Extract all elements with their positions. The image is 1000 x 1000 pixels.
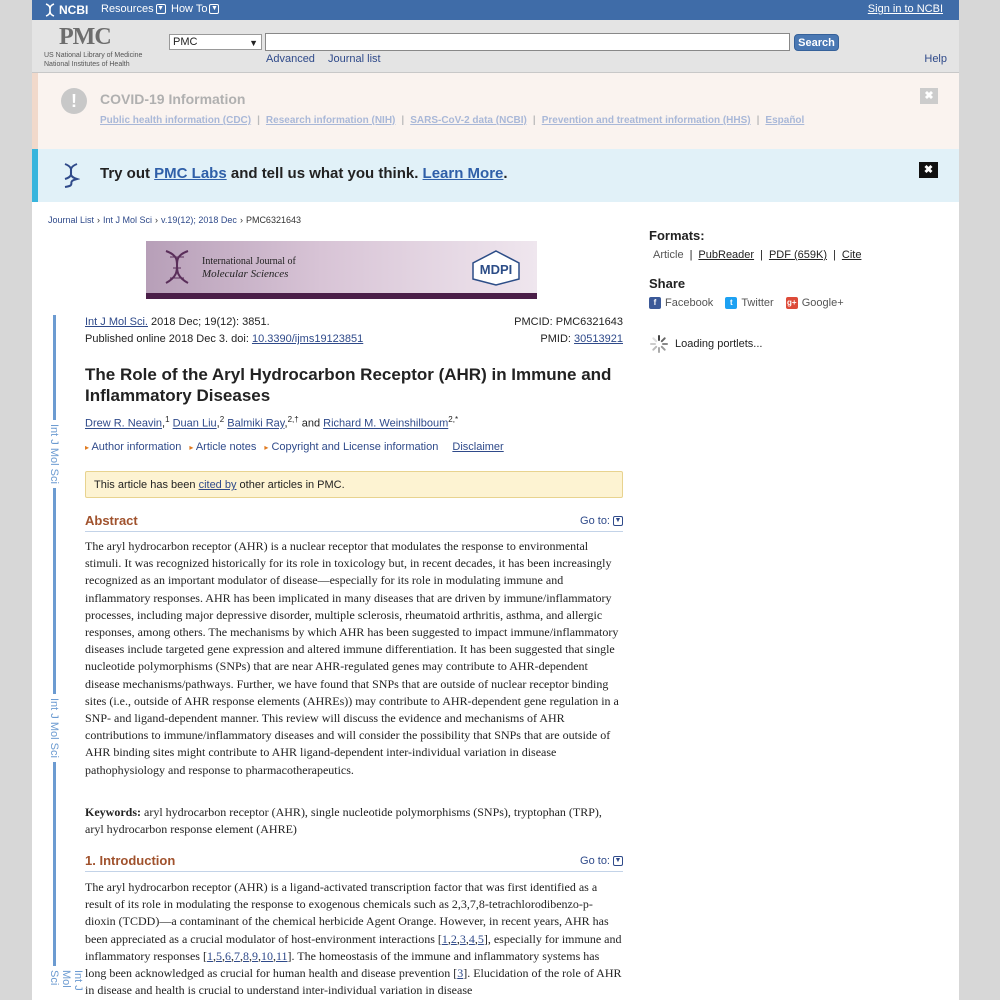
intro-text: [85, 879, 623, 999]
chevron-down-icon: ▼: [211, 5, 218, 12]
separator: |: [532, 115, 536, 126]
covid-link-espanol[interactable]: Español: [765, 115, 805, 126]
breadcrumb-issue[interactable]: v.19(12); 2018 Dec: [161, 215, 237, 225]
reference-sep: ,: [257, 948, 261, 963]
labs-text-mid: and tell us what you think.: [226, 165, 423, 182]
intro-heading-row: [85, 852, 623, 872]
advanced-search-link[interactable]: Advanced: [266, 53, 315, 65]
reference-link[interactable]: 10: [260, 948, 273, 963]
dna-helix-icon: [160, 249, 194, 287]
reference-sep: ,: [212, 948, 216, 963]
chevron-down-icon: ▼: [614, 857, 622, 864]
close-icon[interactable]: ✖: [919, 162, 938, 178]
reference-link[interactable]: 3: [457, 966, 464, 981]
portlets-loading: [649, 334, 762, 354]
pmc-header: [32, 20, 959, 73]
article-title: The Role of the Aryl Hydrocarbon Receptor (AHR) in Immune and Inflammatory Diseases: [85, 365, 612, 405]
separator: |: [257, 115, 260, 126]
format-cite[interactable]: Cite: [841, 249, 862, 261]
covid-link-hhs[interactable]: Prevention and treatment information (HHS): [541, 115, 751, 126]
chevron-down-icon: ▼: [157, 5, 165, 12]
pmc-logo-line1: US National Library of Medicine: [44, 52, 143, 59]
intro-text-part: ]. Elucidation of the role of AHR in disease and health is crucial to understand inter-individual variation in disease: [85, 966, 622, 998]
author-affil: 2,*: [448, 415, 459, 424]
ncbi-helix-icon: [44, 3, 56, 17]
triangle-right-icon: ▸: [264, 443, 269, 452]
published-line: [85, 333, 623, 345]
reference-sep: ,: [248, 948, 252, 963]
ncbi-logo[interactable]: [44, 3, 88, 17]
separator: |: [756, 115, 760, 126]
author-link[interactable]: Balmiki Ray: [227, 417, 285, 430]
author-affil: 2,†: [287, 415, 299, 424]
reference-link[interactable]: 9: [251, 948, 258, 963]
author-link[interactable]: Drew R. Neavin: [85, 417, 163, 430]
facebook-icon: f: [649, 297, 661, 309]
journal-banner-title: [202, 256, 296, 281]
copyright-label: Copyright and License information: [271, 441, 439, 453]
reference-link[interactable]: 11: [275, 948, 288, 963]
pmc-logo[interactable]: [44, 24, 142, 69]
reference-link[interactable]: 6: [224, 948, 231, 963]
exclamation-icon: !: [61, 88, 87, 114]
mdpi-logo: [469, 249, 523, 287]
journal-banner-line2: Molecular Sciences: [202, 268, 289, 280]
intro-text-part: The aryl hydrocarbon receptor (AHR) is a ligand-activated transcription factor that was first identified as a result of its role in modulating the response to exogenous chemicals such as 2,3,7,8-tetrachlorodibenzo-p-dioxin (TCDD)—a contaminant of the chemical herbicide Agent Orange. However, in recent years, AHR has been appreciated as a crucial modulator of host-environment interactions [: [85, 880, 609, 946]
chevron-down-icon: ▼: [614, 517, 622, 524]
reference-sep: ,: [230, 948, 234, 963]
left-rail: [53, 315, 56, 1000]
ncbi-top-bar: [32, 0, 959, 20]
journal-link[interactable]: Int J Mol Sci.: [85, 316, 148, 328]
reference-sep: ,: [447, 931, 451, 946]
abstract-heading: Abstract: [85, 513, 138, 528]
format-pubreader[interactable]: PubReader: [698, 249, 755, 261]
share-googleplus-label: Google+: [801, 297, 844, 309]
share-googleplus[interactable]: [786, 297, 844, 309]
pmc-labs-link[interactable]: PMC Labs: [154, 165, 227, 182]
mdpi-text: MDPI: [479, 262, 513, 277]
cited-text-post: other articles in PMC.: [236, 479, 345, 491]
cited-by-link[interactable]: cited by: [198, 479, 237, 491]
pmcid: PMCID: PMC6321643: [514, 316, 623, 328]
reference-sep: ,: [221, 948, 225, 963]
author-list: Drew R. Neavin,$^1$ Duan Liu,$^2$ Balmiki Ray,$^{2,\dagger}$ and Richard M. Weinshilboum$^{2,*}$: [85, 415, 459, 430]
breadcrumb-current: PMC6321643: [245, 215, 301, 225]
reference-group: [442, 932, 484, 946]
goto-menu[interactable]: [580, 855, 623, 867]
author-info-label: Author information: [91, 441, 182, 453]
reference-link[interactable]: 3: [459, 931, 466, 946]
rail-journal-label: Int J Mol Sci: [48, 694, 60, 762]
share-twitter-label: Twitter: [741, 297, 774, 309]
breadcrumb-sep: ›: [155, 215, 159, 225]
reference-link[interactable]: 5: [215, 948, 222, 963]
pmid: [540, 333, 623, 345]
close-icon[interactable]: ✖: [920, 88, 938, 104]
share-list: [649, 297, 844, 309]
reference-link[interactable]: 2: [450, 931, 457, 946]
reference-sep: ,: [465, 931, 469, 946]
author-affil: 1: [165, 415, 170, 424]
published-text: Published online 2018 Dec 3. doi:: [85, 333, 252, 345]
copyright-toggle[interactable]: [264, 441, 438, 453]
formats-list: [649, 249, 861, 261]
author-info-toggle[interactable]: [85, 441, 181, 453]
howto-menu[interactable]: [171, 3, 219, 15]
covid-links: [100, 115, 804, 126]
covid-link-cdc[interactable]: Public health information (CDC): [100, 115, 252, 126]
breadcrumb: [48, 215, 301, 225]
rail-journal-label: Int J Mol Sci: [48, 966, 84, 1000]
separator: |: [760, 249, 763, 261]
pmc-labs-helix-icon: [62, 162, 80, 188]
pmid-link[interactable]: 30513921: [574, 333, 623, 345]
reference-sep: ,: [474, 931, 478, 946]
sign-in-link[interactable]: Sign in to NCBI: [867, 3, 943, 15]
covid-title: COVID-19 Information: [100, 91, 246, 107]
cited-by-notice: [85, 471, 623, 498]
covid-banner: [32, 73, 959, 149]
keywords-text: aryl hydrocarbon receptor (AHR), single nucleotide polymorphisms (SNPs), tryptophan (TRP), aryl hydrocarbon response element (AHRE): [85, 805, 602, 837]
help-link[interactable]: Help: [924, 53, 947, 65]
goto-label: Go to:: [580, 515, 610, 527]
triangle-right-icon: ▸: [189, 443, 194, 452]
reference-group: [207, 949, 288, 963]
reference-link[interactable]: 8: [242, 948, 249, 963]
disclaimer-link[interactable]: Disclaimer: [452, 441, 504, 453]
covid-link-nih[interactable]: Research information (NIH): [265, 115, 396, 126]
chevron-down-icon: ▼: [249, 38, 258, 48]
breadcrumb-journal[interactable]: Int J Mol Sci: [103, 215, 153, 225]
pmc-logo-text: PMC: [59, 24, 111, 50]
author-affil: 2: [219, 415, 225, 424]
journal-banner-line1: International Journal of: [202, 256, 296, 267]
separator: |: [401, 115, 405, 126]
article-notes-toggle[interactable]: [189, 441, 256, 453]
googleplus-icon: g+: [786, 298, 797, 307]
formats-heading: Formats:: [649, 228, 705, 243]
goto-label: Go to:: [580, 855, 610, 867]
share-facebook[interactable]: [649, 297, 713, 309]
author-link[interactable]: Richard M. Weinshilboum: [323, 417, 449, 430]
intro-text-part: ]. The homeostasis of the immune and inflammatory systems has long been acknowledged as crucial for human health and disease prevention [: [85, 948, 600, 981]
loading-text: Loading portlets...: [675, 338, 763, 350]
cited-text-pre: This article has been: [94, 479, 199, 491]
reference-link[interactable]: 4: [468, 931, 475, 946]
citation-line: [85, 316, 623, 328]
search-input[interactable]: [265, 33, 790, 51]
database-select-value: PMC: [173, 36, 198, 48]
citation-text: 2018 Dec; 19(12): 3851.: [147, 316, 270, 328]
reference-sep: ,: [456, 931, 460, 946]
separator: |: [833, 249, 836, 261]
pmc-logo-line2: National Institutes of Health: [44, 61, 130, 68]
keywords: [85, 804, 623, 838]
reference-sep: ,: [239, 948, 243, 963]
format-pdf[interactable]: PDF (659K): [768, 249, 828, 261]
learn-more-link[interactable]: Learn More: [422, 165, 504, 182]
breadcrumb-sep: ›: [97, 215, 101, 225]
pmid-label: PMID:: [540, 333, 575, 345]
reference-link[interactable]: 1: [441, 931, 448, 946]
labs-text-pre: Try out: [100, 165, 155, 182]
rail-journal-label: Int J Mol Sci: [48, 420, 60, 488]
intro-text-part: ], especially for immune and inflammatory responses [: [85, 931, 622, 963]
share-twitter[interactable]: [725, 297, 773, 309]
labs-text-post: .: [503, 165, 508, 182]
author-and: and: [298, 417, 324, 430]
reference-link[interactable]: 5: [477, 931, 484, 946]
intro-heading: 1. Introduction: [85, 853, 176, 868]
abstract-text: The aryl hydrocarbon receptor (AHR) is a nuclear receptor that modulates the response to environmental stimuli. It was recognized historically for its role in toxicology but, in recent decades, it has been increasingly recognized as an important modulator of disease—especially for its role in modulating immune and inflammatory responses. AHR has been implicated in many diseases that are driven by immune/inflammatory processes, including major depressive disorder, multiple sclerosis, rheumatoid arthritis, asthma, and allergic responses, among others. The mechanisms by which AHR has been suggested to impact immune/inflammatory diseases include targeted gene expression and altered immune differentiation. It has been suggested that single nucleotide polymorphisms (SNPs) that are near AHR-regulated genes may contribute to AHR-dependent disease mechanisms/pathways. Further, we have found that SNPs that are outside of nuclear receptor binding sites (i.e., outside of AHR response elements (AHREs)) may contribute to AHR-dependent gene regulation in a SNP- and ligand-dependent manner. This review will discuss the evidence and mechanisms of AHR contributions to immune/inflammatory diseases and will consider the possibility that SNPs that are outside of AHR binding sites might contribute to AHR ligand-dependent inter-individual variation in disease pathophysiology and response to pharmacotherapeutics.: [85, 539, 619, 777]
ncbi-logo-text: NCBI: [59, 3, 89, 17]
separator: |: [689, 249, 693, 261]
twitter-icon: t: [725, 297, 737, 309]
goto-menu[interactable]: [580, 515, 623, 527]
reference-link[interactable]: 1: [206, 948, 213, 963]
resources-label: Resources: [101, 3, 154, 15]
journal-banner[interactable]: [146, 241, 537, 299]
reference-link[interactable]: 7: [233, 948, 240, 963]
article-notes-label: Article notes: [195, 441, 257, 453]
triangle-right-icon: ▸: [85, 443, 90, 452]
covid-link-ncbi[interactable]: SARS-CoV-2 data (NCBI): [410, 115, 527, 126]
share-facebook-label: Facebook: [665, 297, 714, 309]
share-heading: Share: [649, 276, 686, 291]
keywords-label: Keywords:: [85, 805, 141, 819]
pmc-labs-banner: [32, 149, 959, 202]
breadcrumb-journal-list[interactable]: Journal List: [48, 215, 95, 225]
database-select[interactable]: [169, 34, 262, 50]
doi-link[interactable]: 10.3390/ijms19123851: [251, 333, 364, 345]
reference-sep: ,: [272, 948, 276, 963]
pmc-labs-message: [100, 165, 508, 182]
search-button[interactable]: Search: [794, 34, 839, 51]
resources-menu[interactable]: [101, 3, 166, 15]
author-link[interactable]: Duan Liu: [172, 417, 217, 430]
format-article: Article: [653, 249, 684, 261]
abstract-heading-row: [85, 512, 623, 532]
journal-list-link[interactable]: Journal list: [328, 53, 381, 65]
spinner-icon: [649, 334, 669, 354]
article-info-links: [85, 441, 623, 453]
howto-label: How To: [171, 3, 208, 15]
breadcrumb-sep: ›: [239, 215, 243, 225]
